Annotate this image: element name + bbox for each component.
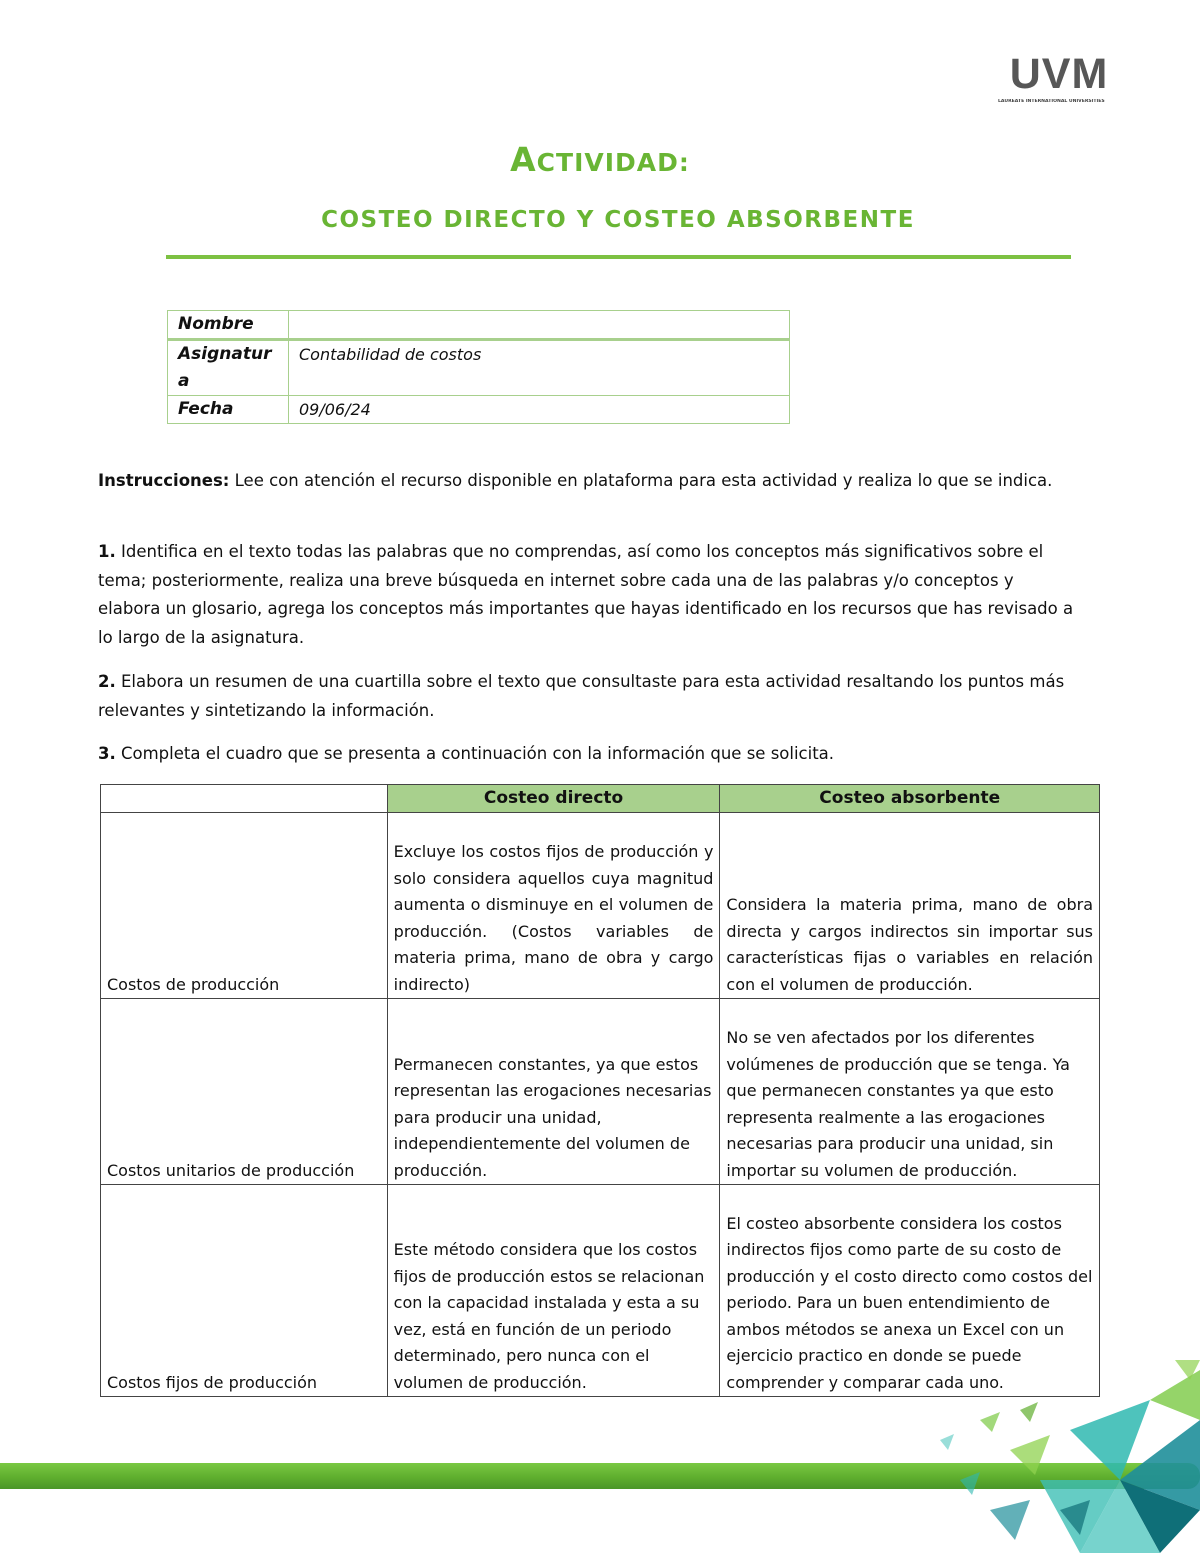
cell-absorbente: Considera la materia prima, mano de obra directa y cargos indirectos sin importar sus características fijas o variables en relación con el volumen de producción.	[720, 813, 1100, 999]
info-value-nombre[interactable]	[289, 311, 790, 340]
info-row-fecha	[168, 396, 790, 424]
item-text: Identifica en el texto todas las palabras que no comprendas, así como los conceptos más significativos sobre el tema; posteriormente, realiza una breve búsqueda en internet sobre cada una de las palabras y/o conceptos y elabora un glosario, agrega los conceptos más importantes que hayas identificado en los recursos que has revisado a lo largo de la asignatura.	[98, 542, 1074, 647]
info-label: Nombre	[168, 311, 289, 340]
table-row	[101, 813, 1100, 999]
header-costeo-absorbente: Costeo absorbente	[720, 785, 1100, 813]
instructions-text: Lee con atención el recurso disponible en plataforma para esta actividad y realiza lo que se indica.	[229, 471, 1053, 490]
info-value-fecha[interactable]: 09/06/24	[289, 396, 790, 424]
logo-text: UVM	[1009, 50, 1109, 98]
header-costeo-directo: Costeo directo	[387, 785, 720, 813]
cell-absorbente: No se ven afectados por los diferentes volúmenes de producción que se tenga. Ya que permanecen constantes ya que esto representa realmente a las erogaciones necesarias para producir una unidad, sin importar su volumen de producción.	[720, 999, 1100, 1185]
logo-subtext: LAUREATE INTERNATIONAL UNIVERSITIES	[998, 99, 1105, 104]
instructions-intro	[98, 467, 1078, 496]
row-concept: Costos de producción	[101, 813, 388, 999]
cell-directo: Excluye los costos fijos de producción y solo considera aquellos cuya magnitud aumenta o disminuye en el volumen de producción. (Costos variables de materia prima, mano de obra y cargo indirecto)	[387, 813, 720, 999]
table-row	[101, 999, 1100, 1185]
info-table	[167, 310, 790, 424]
uvm-logo	[996, 50, 1122, 106]
title-first-letter: A	[510, 140, 537, 179]
decorative-triangles-graphic	[920, 1360, 1200, 1553]
item-number: 3.	[98, 744, 116, 763]
instruction-item-2	[98, 668, 1078, 725]
info-row-nombre	[168, 311, 790, 340]
row-concept: Costos unitarios de producción	[101, 999, 388, 1185]
instruction-item-3	[98, 740, 1078, 769]
item-number: 2.	[98, 672, 116, 691]
title-divider	[166, 255, 1071, 259]
comparison-table	[100, 784, 1100, 1397]
title-rest: CTIVIDAD:	[536, 148, 690, 177]
cell-absorbente: El costeo absorbente considera los costos indirectos fijos como parte de su costo de producción y el costo directo como costos del periodo. Para un buen entendimiento de ambos métodos se anexa un Excel con un ejercicio practico en donde se puede comprender y comparar cada uno.	[720, 1185, 1100, 1397]
instruction-item-1	[98, 538, 1078, 652]
page-subtitle: COSTEO DIRECTO Y COSTEO ABSORBENTE	[321, 207, 915, 233]
header-empty	[101, 785, 388, 813]
item-text: Elabora un resumen de una cuartilla sobre el texto que consultaste para esta actividad resaltando los puntos más relevantes y sintetizando la información.	[98, 672, 1065, 720]
row-concept: Costos fijos de producción	[101, 1185, 388, 1397]
info-label: Asignatura	[168, 340, 289, 396]
cell-directo: Este método considera que los costos fijos de producción estos se relacionan con la capacidad instalada y esta a su vez, está en función de un periodo determinado, pero nunca con el volumen de producción.	[387, 1185, 720, 1397]
comparison-header-row	[101, 785, 1100, 813]
page-title	[0, 140, 1200, 179]
info-row-asignatura	[168, 340, 790, 396]
instructions-label: Instrucciones:	[98, 471, 230, 490]
info-label: Fecha	[168, 396, 289, 424]
cell-directo: Permanecen constantes, ya que estos representan las erogaciones necesarias para producir una unidad, independientemente del volumen de producción.	[387, 999, 720, 1185]
item-number: 1.	[98, 542, 116, 561]
item-text: Completa el cuadro que se presenta a continuación con la información que se solicita.	[115, 744, 835, 763]
info-value-asignatura[interactable]: Contabilidad de costos	[289, 340, 790, 396]
